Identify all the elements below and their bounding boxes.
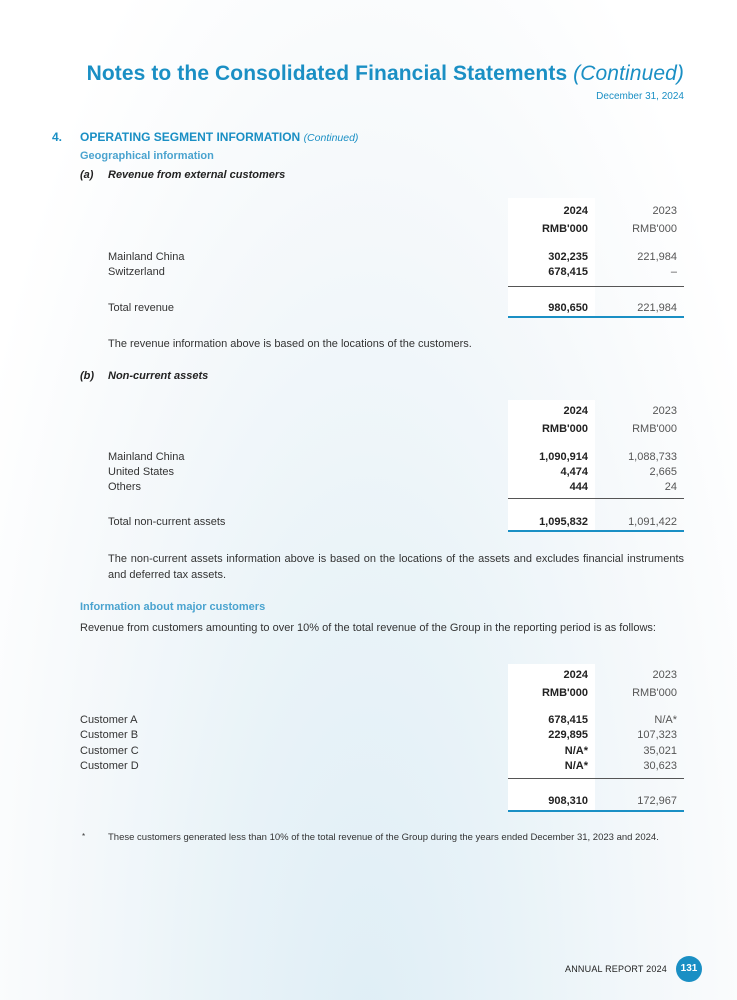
section-title-text: OPERATING SEGMENT INFORMATION	[80, 130, 301, 144]
major-total-value-2024: 908,310	[548, 795, 588, 807]
table-a-header-2024-unit: RMB'000	[541, 223, 588, 235]
major-row-label: Customer C	[80, 745, 139, 757]
major-row-value-2023: N/A*	[654, 714, 677, 726]
major-row-label: Customer D	[80, 760, 139, 772]
major-customers-intro: Revenue from customers amounting to over 10% of the total revenue of the Group in the reporting period is as follows:	[80, 622, 656, 634]
table-a-total-value-2023: 221,984	[637, 302, 677, 314]
table-b-header-2023-year: 2023	[652, 405, 677, 417]
table-b-row-value-2024: 1,090,914	[539, 451, 588, 463]
table-b-row-value-2023: 2,665	[649, 466, 677, 478]
table-b-total-label: Total non-current assets	[108, 516, 226, 528]
major-row-value-2023: 35,021	[643, 745, 677, 757]
page-date: December 31, 2024	[596, 91, 684, 102]
table-a-title: Revenue from external customers	[108, 169, 286, 181]
table-a-header-2023-unit: RMB'000	[632, 223, 677, 235]
table-a-letter: (a)	[80, 169, 94, 181]
table-a-note: The revenue information above is based on the locations of the customers.	[108, 338, 472, 350]
table-a-header-2023-year: 2023	[652, 205, 677, 217]
major-row-value-2024: N/A*	[564, 745, 588, 757]
table-a-total-label: Total revenue	[108, 302, 175, 314]
table-a-row-value-2023: 221,984	[637, 251, 677, 263]
section-title	[80, 130, 358, 144]
major-row-label: Customer A	[80, 714, 138, 726]
page-title	[87, 62, 684, 86]
major-row-value-2023: 107,323	[637, 729, 677, 741]
table-b-row-value-2023: 1,088,733	[628, 451, 677, 463]
major-header-2023	[600, 666, 677, 702]
table-a-header-2024-year: 2024	[563, 205, 588, 217]
table-b-title: Non-current assets	[108, 370, 209, 382]
table-b-header-2024	[508, 402, 588, 438]
footer-label: ANNUAL REPORT 2024	[565, 964, 667, 974]
major-header-2024-year: 2024	[563, 669, 588, 681]
table-b-header-2023	[600, 402, 677, 438]
table-b-row-label: Others	[108, 481, 142, 493]
table-a-row-value-2023: –	[670, 266, 677, 278]
table-b-header-2023-unit: RMB'000	[632, 423, 677, 435]
major-header-2023-year: 2023	[652, 669, 677, 681]
major-row-value-2024: N/A*	[564, 760, 588, 772]
table-b-row-label: United States	[108, 466, 175, 478]
table-b-header-2024-unit: RMB'000	[541, 423, 588, 435]
table-b-row-value-2024: 444	[569, 481, 588, 493]
table-b-note: The non-current assets information above is based on the locations of the assets and excludes financial instruments and deferred tax assets.	[108, 553, 684, 581]
section-title-continued: (Continued)	[303, 132, 359, 144]
major-header-2024-unit: RMB'000	[541, 687, 588, 699]
major-row-value-2023: 30,623	[643, 760, 677, 772]
table-a-row-value-2024: 302,235	[548, 251, 588, 263]
table-a-total-value-2024: 980,650	[548, 302, 588, 314]
table-a-header-2024	[508, 202, 588, 238]
major-customers-subheading: Information about major customers	[80, 601, 266, 613]
table-a-header-2023	[600, 202, 677, 238]
table-b-letter: (b)	[80, 370, 95, 382]
table-b-total-rule	[508, 530, 684, 532]
table-b-total-value-2024: 1,095,832	[539, 516, 588, 528]
major-total-rule	[508, 810, 684, 812]
major-header-2023-unit: RMB'000	[632, 687, 677, 699]
major-row-label: Customer B	[80, 729, 139, 741]
table-a-row-label: Switzerland	[108, 266, 165, 278]
table-b-subtotal-rule	[508, 498, 684, 499]
section-number: 4.	[52, 130, 63, 144]
footnote-mark: *	[82, 832, 86, 841]
table-a-subtotal-rule	[508, 286, 684, 287]
page-title-continued: (Continued)	[573, 62, 684, 85]
major-total-value-2023: 172,967	[637, 795, 677, 807]
major-row-value-2024: 229,895	[548, 729, 588, 741]
table-a-row-label: Mainland China	[108, 251, 185, 263]
table-b-header-2024-year: 2024	[563, 405, 588, 417]
table-b-row-value-2024: 4,474	[560, 466, 588, 478]
geographical-subheading: Geographical information	[80, 150, 214, 162]
major-header-2024	[508, 666, 588, 702]
major-subtotal-rule	[508, 778, 684, 779]
table-a-total-rule	[508, 316, 684, 318]
table-a-row-value-2024: 678,415	[548, 266, 588, 278]
footnote-text: These customers generated less than 10% of the total revenue of the Group during the years ended December 31, 2023 and 2024.	[108, 832, 659, 843]
page-title-text: Notes to the Consolidated Financial Statements	[86, 62, 568, 85]
table-b-total-value-2023: 1,091,422	[628, 516, 677, 528]
table-b-row-value-2023: 24	[664, 481, 677, 493]
major-row-value-2024: 678,415	[548, 714, 588, 726]
table-b-row-label: Mainland China	[108, 451, 185, 463]
page-number-badge: 131	[676, 956, 702, 982]
